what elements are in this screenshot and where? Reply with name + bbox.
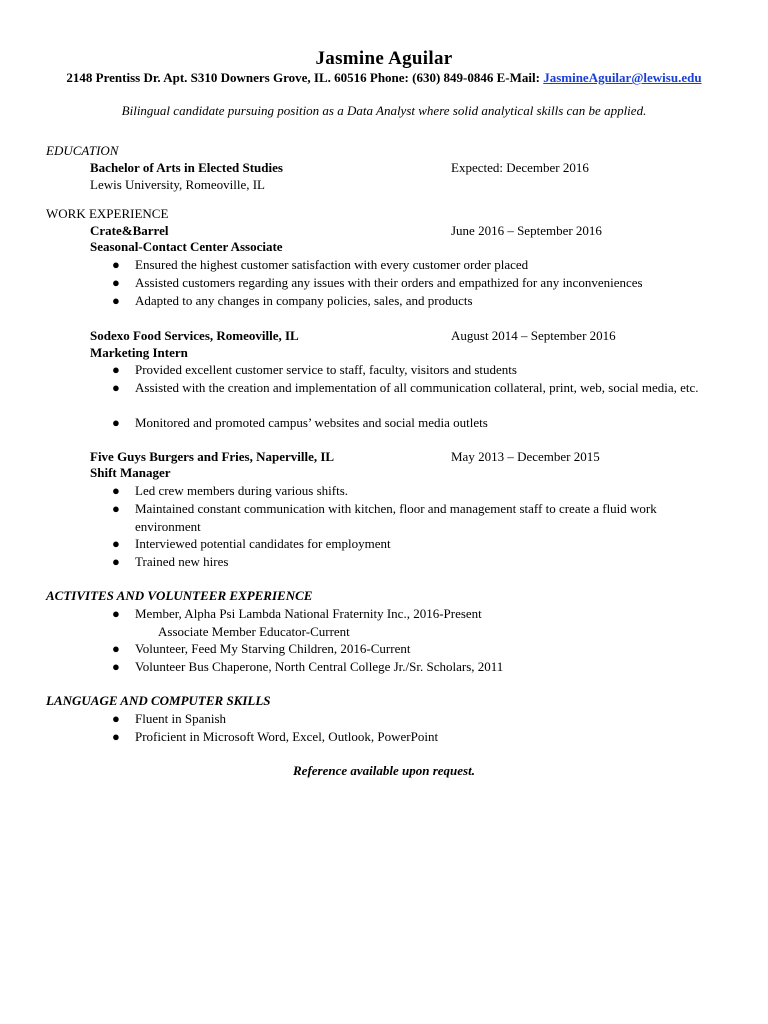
email-link[interactable]: JasmineAguilar@lewisu.edu xyxy=(543,70,702,85)
bullet-icon: ● xyxy=(112,659,120,674)
bullet-icon: ● xyxy=(112,729,120,744)
bullet-icon: ● xyxy=(112,415,120,430)
job-title: Shift Manager xyxy=(90,465,171,480)
bullet-icon: ● xyxy=(112,501,120,516)
candidate-name: Jasmine Aguilar xyxy=(315,48,453,69)
bullet-icon: ● xyxy=(112,554,120,569)
bullet-icon: ● xyxy=(112,483,120,498)
skills-heading: LANGUAGE AND COMPUTER SKILLS xyxy=(46,693,271,708)
job-employer: Sodexo Food Services, Romeoville, IL xyxy=(90,328,299,343)
job-dates: May 2013 – December 2015 xyxy=(451,449,600,464)
contact-text: 2148 Prentiss Dr. Apt. S310 Downers Grove, IL. 60516 Phone: (630) 849-0846 E-Mail: xyxy=(66,70,544,85)
bullet-icon: ● xyxy=(112,275,120,290)
bullet-icon: ● xyxy=(112,362,120,377)
activities-heading: ACTIVITES AND VOLUNTEER EXPERIENCE xyxy=(46,588,313,603)
degree-title: Bachelor of Arts in Elected Studies xyxy=(90,160,283,175)
bullet-icon: ● xyxy=(112,257,120,272)
bullet-icon: ● xyxy=(112,380,120,395)
education-heading: EDUCATION xyxy=(46,143,119,158)
job-title: Seasonal-Contact Center Associate xyxy=(90,239,283,254)
resume-page: Jasmine Aguilar 2148 Prentiss Dr. Apt. S310 Downers Grove, IL. 60516 Phone: (630) 849-0846 E-Mail: JasmineAguilar@lewisu.edu Bilingual candidate pursuing position as a Data Analyst where solid analytical skills can be applied. EDUCATION Bachelor of Arts in Elected Studies Expected: December 2016 Lewis University, Romeoville, IL WORK EXPERIENCE Crate&Barrel June 2016 – September 2016 Seasonal-Contact Center Associate ● Ensured the highest customer satisfaction with every customer order placed ● Assisted customers regarding any issues with their orders and empathized for any inconveniences ● Adapted to any changes in company policies, sales, and products Sodexo Food Services, Romeoville, IL August 2014 – September 2016 Marketing Intern ● Provided excellent customer service to staff, faculty, visitors and students ● Assisted with the creation and implementation of all communication collateral, print, web, social media, etc. ● Monitored and promoted campus’ websites and social media outlets Five Guys Burgers and Fries, Naperville, IL May 2013 – December 2015 Shift Manager ● Led crew members during various shifts. ● Maintained constant communication with kitchen, floor and management staff to create a fluid work environment ● Interviewed potential candidates for employment ● Trained new hires ACTIVITES AND VOLUNTEER EXPERIENCE ● Member, Alpha Psi Lambda National Fraternity Inc., 2016-Present Associate Member Educator-Current ● Volunteer, Feed My Starving Children, 2016-Current ● Volunteer Bus Chaperone, North Central College Jr./Sr. Scholars, 2011 LANGUAGE AND COMPUTER SKILLS ● Fluent in Spanish ● Proficient in Microsoft Word, Excel, Outlook, PowerPoint Reference available upon request. xyxy=(0,0,768,1024)
school-name: Lewis University, Romeoville, IL xyxy=(90,177,265,192)
job-title: Marketing Intern xyxy=(90,345,188,360)
work-experience-heading: WORK EXPERIENCE xyxy=(46,206,169,221)
job-dates: August 2014 – September 2016 xyxy=(451,328,616,343)
job-dates: June 2016 – September 2016 xyxy=(451,223,602,238)
degree-expected-date: Expected: December 2016 xyxy=(451,160,589,175)
contact-line xyxy=(0,69,768,87)
job-employer: Crate&Barrel xyxy=(90,223,169,238)
activity-sub-item: Associate Member Educator-Current xyxy=(158,624,350,639)
bullet-icon: ● xyxy=(112,536,120,551)
objective-statement: Bilingual candidate pursuing position as a Data Analyst where solid analytical skills can be applied. xyxy=(121,103,647,118)
reference-note: Reference available upon request. xyxy=(293,763,475,778)
job-employer: Five Guys Burgers and Fries, Naperville, IL xyxy=(90,449,335,464)
bullet-icon: ● xyxy=(112,293,120,308)
bullet-icon: ● xyxy=(112,641,120,656)
bullet-icon: ● xyxy=(112,606,120,621)
bullet-icon: ● xyxy=(112,711,120,726)
